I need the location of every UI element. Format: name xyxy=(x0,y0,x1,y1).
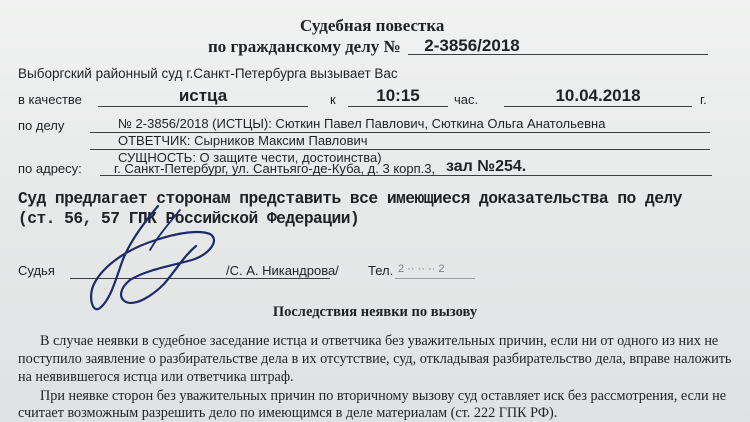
document-title: Судебная повестка xyxy=(300,16,445,35)
evidence-notice-line1: Суд предлагает сторонам представить все имеющиеся доказательства по делу xyxy=(18,189,682,208)
phone-value: 2 ·· ·· ·· 2 xyxy=(398,263,445,275)
date-unit: г. xyxy=(700,92,707,107)
time-value: 10:15 xyxy=(376,86,420,105)
consequences-p2-line1: При неявке сторон без уважительных причин по вторичному вызову суд оставляет иск без рассмотрения, если не xyxy=(40,388,726,404)
role-value: истца xyxy=(178,86,228,105)
role-label: в качестве xyxy=(18,92,82,107)
consequences-p1-line3: на неявившегося истца или ответчика штраф. xyxy=(18,369,294,385)
date-value: 10.04.2018 xyxy=(555,86,641,105)
judge-label: Судья xyxy=(18,263,55,278)
court-line: Выборгский районный суд г.Санкт-Петербурга вызывает Вас xyxy=(18,66,398,81)
case-label: по делу xyxy=(18,118,65,133)
time-label: к xyxy=(330,92,336,107)
evidence-notice-line2: (ст. 56, 57 ГПК Российской Федерации) xyxy=(18,209,360,228)
phone-label: Тел. xyxy=(368,263,394,278)
consequences-p2-line2: считает возможным разрешить дело по имеющимся в деле материалам (ст. 222 ГПК РФ). xyxy=(18,405,558,421)
time-line xyxy=(348,106,448,107)
case-number: 2-3856/2018 xyxy=(424,36,520,55)
courtroom: зал №254. xyxy=(446,158,527,175)
case-defendant: ОТВЕТЧИК: Сырников Максим Павлович xyxy=(118,133,368,148)
phone-line xyxy=(395,278,475,279)
consequences-heading: Последствия неявки по вызову xyxy=(272,304,478,320)
judge-signature xyxy=(60,200,250,315)
case-parties: № 2-3856/2018 (ИСТЦЫ): Сюткин Павел Павлович, Сюткина Ольга Анатольевна xyxy=(118,116,606,131)
consequences-p1-line2: поступило заявление о разбирательстве дела в их отсутствие, суд, откладывая разбирательство дела, вправе наложить xyxy=(18,351,732,367)
consequences-p1-line1: В случае неявки в судебное заседание истца и ответчика без уважительных причин, если ни от одного из них не xyxy=(40,333,719,349)
document-subtitle: по гражданскому делу № xyxy=(208,37,401,56)
role-line xyxy=(98,106,308,107)
date-line xyxy=(504,106,692,107)
judge-name: /С. А. Никандрова/ xyxy=(226,263,339,278)
case-essence: СУЩНОСТЬ: О защите чести, достоинства) xyxy=(118,150,382,165)
address-label: по адресу: xyxy=(18,161,82,176)
time-unit: час. xyxy=(454,92,479,107)
address-value: г. Санкт-Петербург, ул. Сантьяго-де-Куба, д. 3 корп.3, xyxy=(114,161,436,176)
